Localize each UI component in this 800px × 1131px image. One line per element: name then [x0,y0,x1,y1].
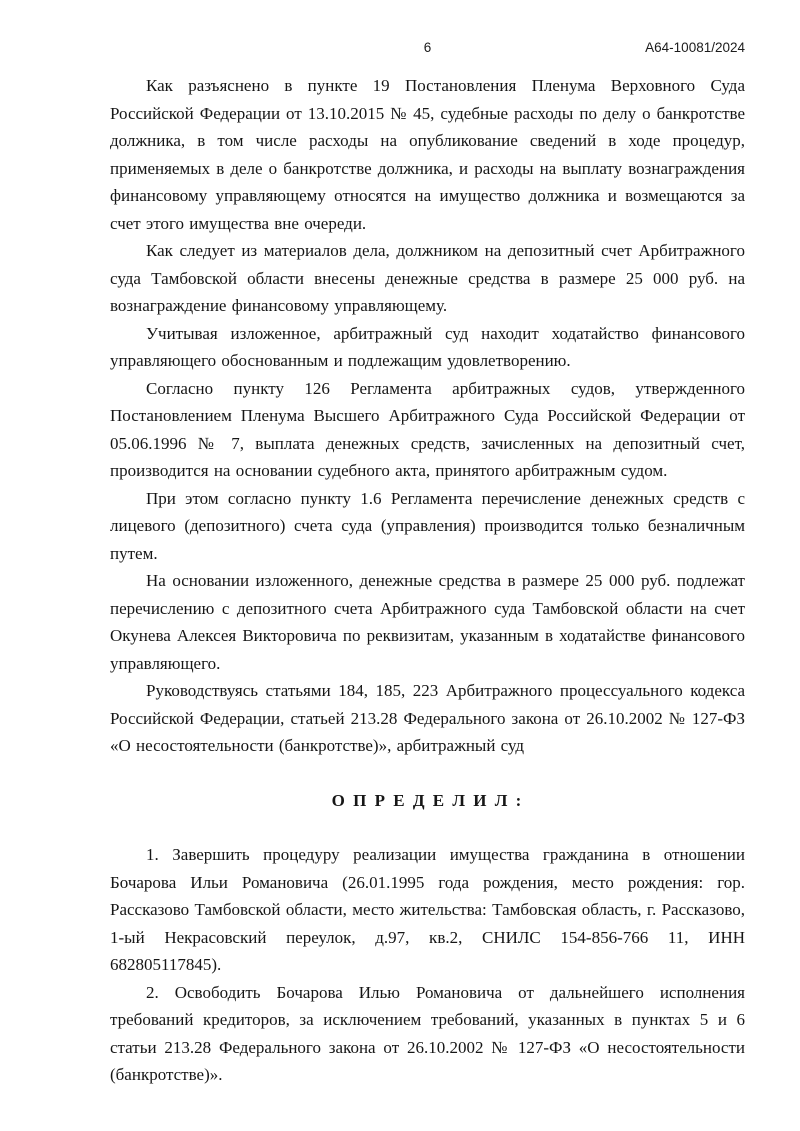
paragraph-regulation-point-1-6: При этом согласно пункту 1.6 Регламента перечисление денежных средств с лицевого (депозитного) счета суда (управления) производится только безналичным путем. [110,488,745,563]
resolution-heading: О П Р Е Д Е Л И Л : [331,790,524,810]
paragraph-regulation-point-126: Согласно пункту 126 Регламента арбитражных судов, утвержденного Постановлением Пленума Высшего Арбитражного Суда Российской Федерации от 05.06.1996 № 7, выплата денежных средств, зачисленных на депозитный счет, производится на основании судебного акта, принятого арбитражным судом. [110,378,745,480]
case-number: А64-10081/2024 [645,40,745,55]
resolution-point-1: 1. Завершить процедуру реализации имущества гражданина в отношении Бочарова Ильи Романовича (26.01.1995 года рождения, место рождения: гор. Рассказово Тамбовской области, место жительства: Тамбовская область, г. Рассказово, 1-ый Некрасовский переулок, д.97, кв.2, СНИЛС 154-856-766 11, ИНН 682805117845). [110,845,745,974]
paragraph-deposit-funds: Как следует из материалов дела, должником на депозитный счет Арбитражного суда Тамбовской области внесены денежные средства в размере 25 000 руб. на вознаграждение финансовому управляющему. [110,241,745,315]
paragraph-court-finds-motion-justified: Учитывая изложенное, арбитражный суд находит ходатайство финансового управляющего обоснованным и подлежащим удовлетворению. [110,323,745,370]
page-number: 6 [423,40,432,55]
document-body [110,72,745,1089]
paragraph-guided-by-articles: Руководствуясь статьями 184, 185, 223 Арбитражного процессуального кодекса Российской Федерации, статьей 213.28 Федерального закона от 26.10.2002 № 127-ФЗ «О несостоятельности (банкротстве)», арбитражный суд [110,681,745,755]
paragraph-funds-transfer: На основании изложенного, денежные средства в размере 25 000 руб. подлежат перечислению с депозитного счета Арбитражного суда Тамбовской области на счет Окунева Алексея Викторовича по реквизитам, указанным в ходатайстве финансового управляющего. [110,571,745,673]
page-header [110,40,745,58]
resolution-point-2: 2. Освободить Бочарова Илью Романовича от дальнейшего исполнения требований кредиторов, за исключением требований, указанных в пунктах 5 и 6 статьи 213.28 Федерального закона от 26.10.2002 № 127-ФЗ «О несостоятельности (банкротстве)». [110,982,745,1084]
paragraph-court-costs-explanation: Как разъяснено в пункте 19 Постановления Пленума Верховного Суда Российской Федерации от 13.10.2015 № 45, судебные расходы по делу о банкротстве должника, в том числе расходы на опубликование сведений в ходе процедур, применяемых в деле о банкротстве должника, и расходы на выплату вознаграждения финансовому управляющему относятся на имущество должника и возмещаются за счет этого имущества вне очереди. [110,76,745,233]
